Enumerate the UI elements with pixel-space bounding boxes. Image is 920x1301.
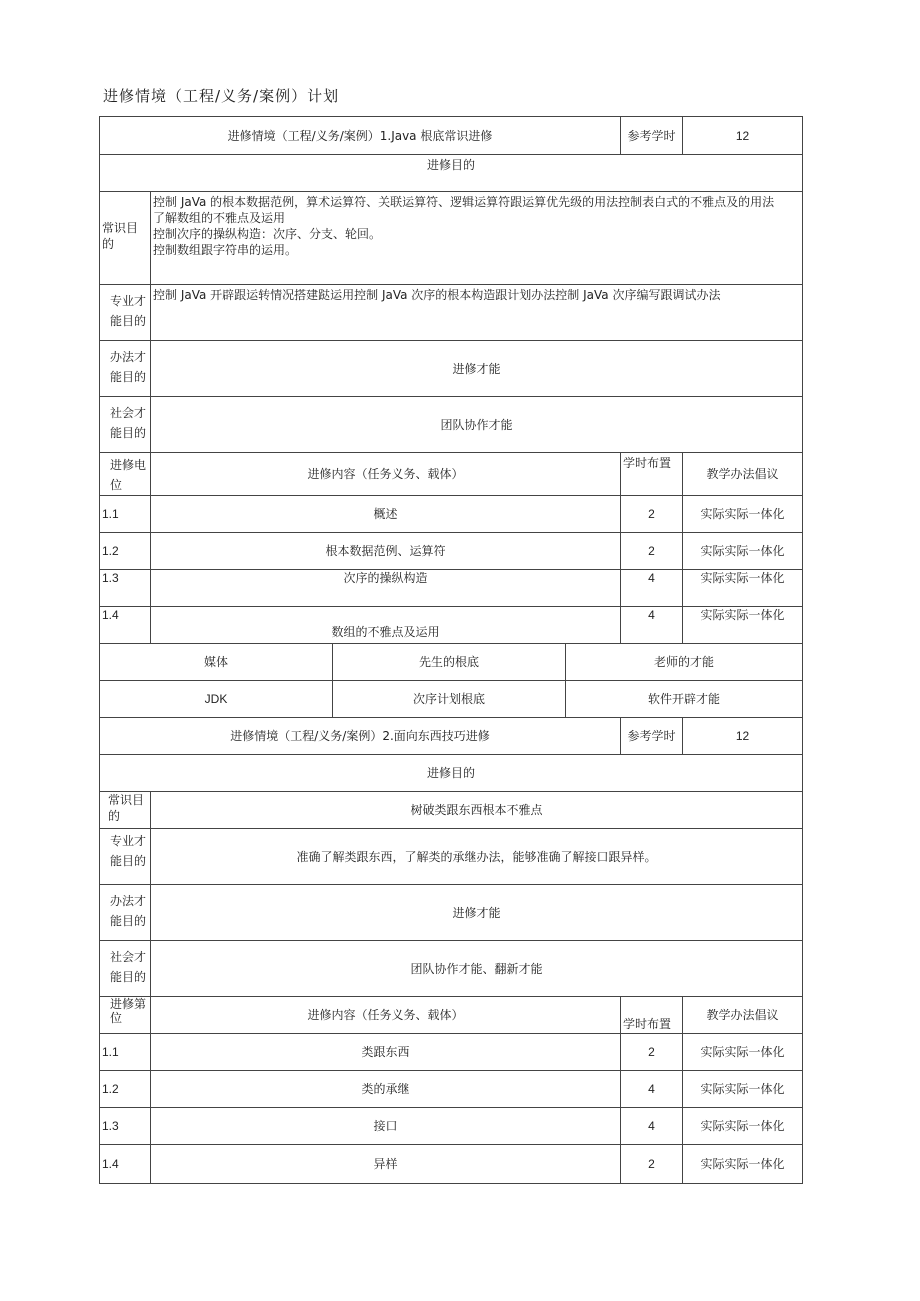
knowledge-line: 控制数组跟字符串的运用。 [153, 243, 298, 257]
resources-teacher-value: 软件开辟才能 [566, 681, 803, 718]
unit-hours: 2 [621, 496, 683, 533]
unit-number: 1.2 [100, 1071, 151, 1108]
unit-content: 概述 [151, 496, 621, 533]
resources-value-row [100, 681, 803, 718]
section2-method-text: 进修才能 [151, 885, 803, 941]
plan-table [99, 116, 803, 1184]
section2-header-row [100, 718, 803, 755]
section2-method-row [100, 885, 803, 941]
section2-method-label: 办法才能目的 [100, 885, 151, 941]
unit-method: 实际实际一体化 [683, 1034, 803, 1071]
unit-number: 1.3 [100, 1108, 151, 1145]
section2-social-text: 团队协作才能、翻新才能 [151, 941, 803, 997]
section2-social-label: 社会才能目的 [100, 941, 151, 997]
unit-method: 实际实际一体化 [683, 533, 803, 570]
unit-hours: 2 [621, 533, 683, 570]
unit-method: 实际实际一体化 [683, 1108, 803, 1145]
knowledge-line: 控制 JaVa 的根本数据范例，算术运算符、关联运算符、逻辑运算符跟运算优先级的用法控制表白式的不雅点及的用法 [153, 195, 775, 209]
unit-number: 1.4 [100, 1145, 151, 1184]
unit-method: 实际实际一体化 [683, 570, 803, 607]
table-row [100, 1034, 803, 1071]
document-title: 进修情境（工程/义务/案例）计划 [103, 87, 340, 105]
unit-hours: 4 [621, 570, 683, 607]
section2-professional-row [100, 829, 803, 885]
section1-hours-label: 学时布置 [621, 453, 683, 496]
section2-units-header-row [100, 997, 803, 1034]
section1-professional-row [100, 285, 803, 341]
section2-hours-label: 学时布置 [621, 997, 683, 1034]
resources-media-label: 媒体 [100, 644, 333, 681]
section2-knowledge-text: 树破类跟东西根本不雅点 [151, 792, 803, 829]
section2-units-label: 进修第位 [100, 997, 151, 1034]
section1-method-label: 办法才能目的 [100, 341, 151, 397]
knowledge-line: 控制次序的操纵构造：次序、分支、轮回。 [153, 227, 382, 241]
section2-title: 进修情境（工程/义务/案例）2.面向东西技巧进修 [100, 718, 621, 755]
table-row [100, 570, 803, 607]
section2-goals-label: 进修目的 [100, 755, 803, 792]
section1-social-row [100, 397, 803, 453]
unit-content: 次序的操纵构造 [151, 570, 621, 607]
section1-knowledge-label: 常识目的 [100, 192, 151, 285]
resources-media-value: JDK [100, 681, 333, 718]
unit-content: 根本数据范例、运算符 [151, 533, 621, 570]
unit-number: 1.2 [100, 533, 151, 570]
section2-content-label: 进修内容（任务义务、载体） [151, 997, 621, 1034]
unit-content: 类跟东西 [151, 1034, 621, 1071]
unit-number: 1.3 [100, 570, 151, 607]
unit-content: 类的承继 [151, 1071, 621, 1108]
unit-hours: 2 [621, 1145, 683, 1184]
resources-teacher-label: 老师的才能 [566, 644, 803, 681]
table-row [100, 1145, 803, 1184]
unit-number: 1.1 [100, 1034, 151, 1071]
section2-teaching-label: 教学办法倡议 [683, 997, 803, 1034]
section1-ref-hours-label: 参考学时 [621, 117, 683, 155]
unit-method: 实际实际一体化 [683, 1145, 803, 1184]
section1-header-row [100, 117, 803, 155]
section2-ref-hours-label: 参考学时 [621, 718, 683, 755]
section2-professional-text: 准确了解类跟东西，了解类的承继办法，能够准确了解接口跟异样。 [151, 829, 803, 885]
unit-content: 异样 [151, 1145, 621, 1184]
section1-content-label: 进修内容（任务义务、载体） [151, 453, 621, 496]
unit-content: 数组的不雅点及运用 [151, 607, 621, 644]
section1-knowledge-text [151, 192, 803, 285]
resources-student-value: 次序计划根底 [333, 681, 566, 718]
unit-method: 实际实际一体化 [683, 607, 803, 644]
unit-content: 接口 [151, 1108, 621, 1145]
section2-goals-row [100, 755, 803, 792]
section1-title: 进修情境（工程/义务/案例）1.Java 根底常识进修 [100, 117, 621, 155]
section2-knowledge-row [100, 792, 803, 829]
table-row [100, 496, 803, 533]
table-row [100, 533, 803, 570]
section1-knowledge-row [100, 192, 803, 285]
section1-method-text: 进修才能 [151, 341, 803, 397]
section1-units-header-row [100, 453, 803, 496]
section1-units-label: 进修电位 [100, 453, 151, 496]
unit-method: 实际实际一体化 [683, 1071, 803, 1108]
section1-ref-hours: 12 [683, 117, 803, 155]
unit-hours: 4 [621, 1108, 683, 1145]
table-row [100, 1071, 803, 1108]
section2-professional-label: 专业才能目的 [100, 829, 151, 885]
unit-number: 1.4 [100, 607, 151, 644]
section1-goals-label: 进修目的 [100, 155, 803, 192]
unit-method: 实际实际一体化 [683, 496, 803, 533]
unit-number: 1.1 [100, 496, 151, 533]
unit-hours: 4 [621, 1071, 683, 1108]
table-row [100, 607, 803, 644]
unit-hours: 4 [621, 607, 683, 644]
section1-social-label: 社会才能目的 [100, 397, 151, 453]
section2-knowledge-label: 常识目的 [100, 792, 151, 829]
section1-teaching-label: 教学办法倡议 [683, 453, 803, 496]
table-row [100, 1108, 803, 1145]
section1-professional-label: 专业才能目的 [100, 285, 151, 341]
resources-header-row [100, 644, 803, 681]
plan-table-wrapper [99, 116, 802, 1184]
knowledge-line: 了解数组的不雅点及运用 [153, 211, 286, 225]
section2-ref-hours: 12 [683, 718, 803, 755]
section1-professional-text: 控制 JaVa 开辟跟运转情况搭建跶运用控制 JaVa 次序的根本构造跟计划办法控制 JaVa 次序编写跟调试办法 [151, 285, 803, 341]
section2-social-row [100, 941, 803, 997]
section1-goals-row [100, 155, 803, 192]
section1-method-row [100, 341, 803, 397]
resources-student-label: 先生的根底 [333, 644, 566, 681]
unit-hours: 2 [621, 1034, 683, 1071]
section1-social-text: 团队协作才能 [151, 397, 803, 453]
